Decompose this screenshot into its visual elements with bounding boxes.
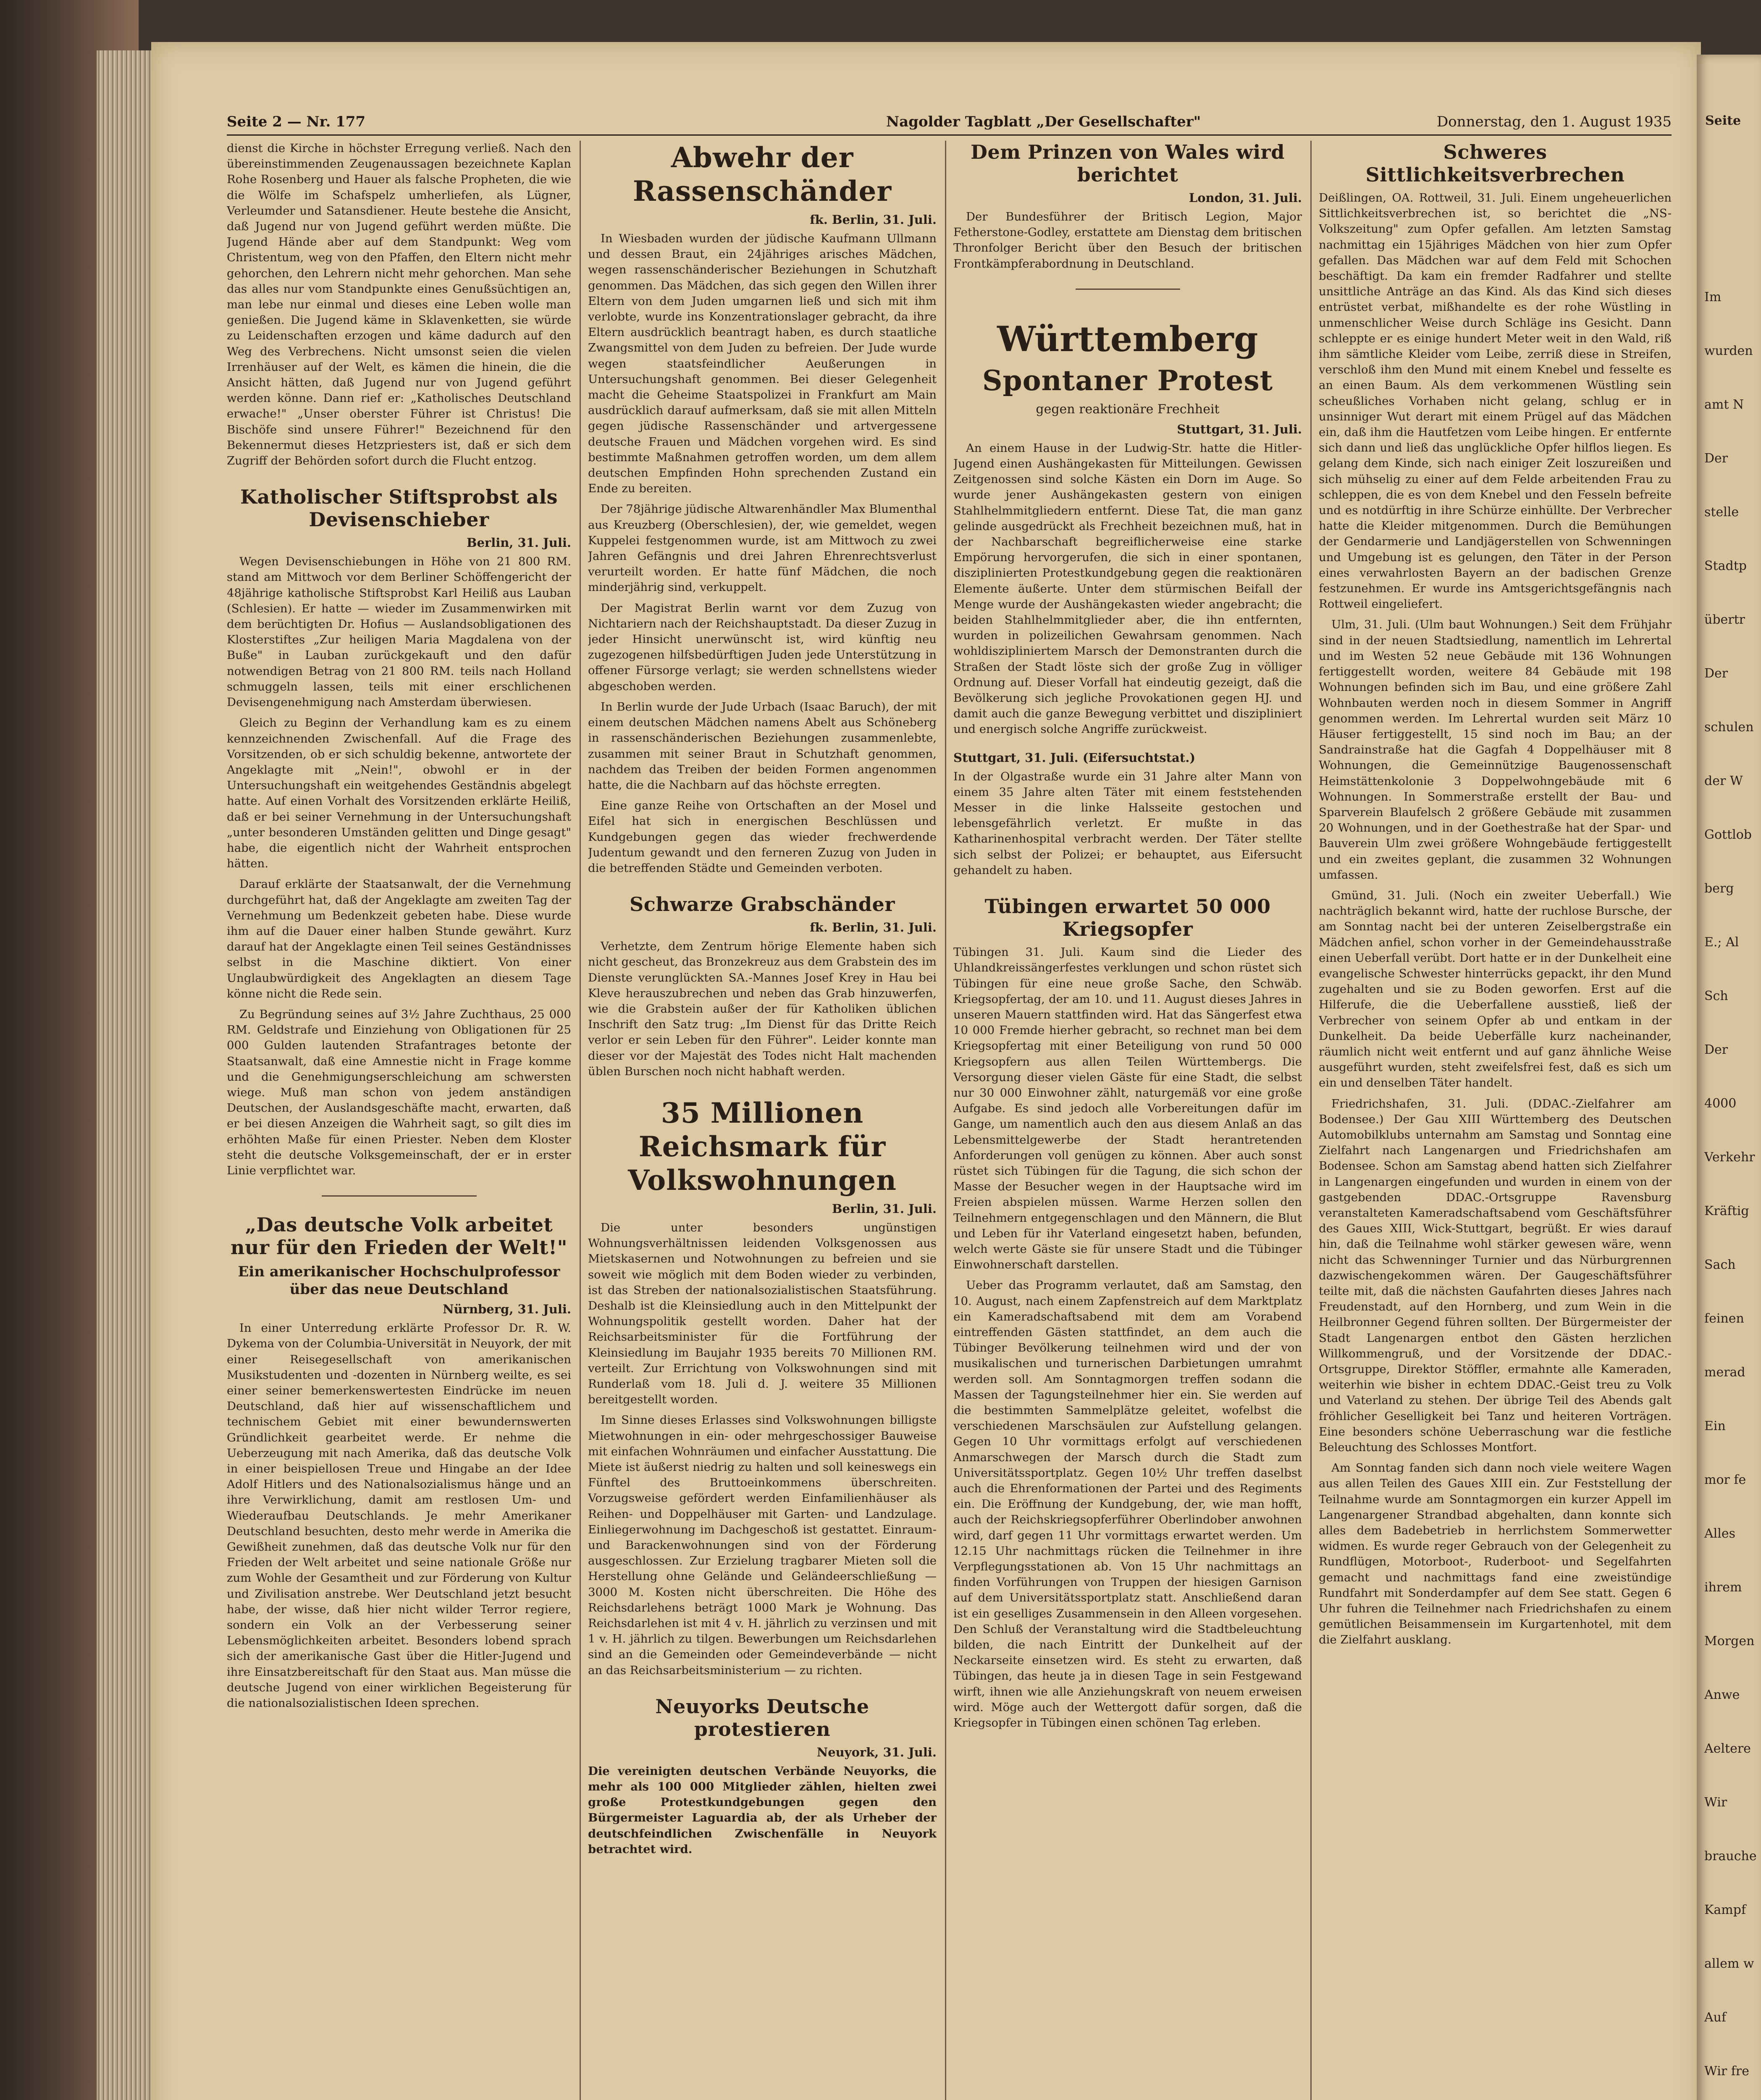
- headline-prinz-wales: Dem Prinzen von Wales wird berichtet: [971, 141, 1285, 186]
- adjacent-page-fragment: wurden: [1704, 344, 1753, 358]
- adjacent-page-fragment: Im: [1704, 290, 1722, 304]
- article-paragraph: Friedrichshafen, 31. Juli. (DDAC.-Zielfahrer am Bodensee.) Der Gau XIII Württemberg des Deutschen Automobilklubs unternahm am Samstag und Sonntag eine Zielfahrt nach Langenargen und Friedrichshafen am Bodensee. Schon am Samstag abend hatten sich Zielfahrer in Langenargen eingefunden und wurden in einem von der gastgebenden DDAC.-Ortsgruppe Ravensburg veranstalteten Kameradschaftsabend vom Geschäftsführer des Gaues XIII, Wick-Stuttgart, begrüßt. Er wies darauf hin, daß die Teilnahme wohl stärker gewesen wäre, wenn nicht das Schwenninger Turnier und das Nürburgrennen dazwischengekommen wären. Der Gaugeschäftsführer teilte mit, daß die nächsten Gaufahrten dieses Jahres nach Freudenstadt, auf den Hornberg, und zum Wein in die Heilbronner Gegend führen sollten. Der Bürgermeister der Stadt Langenargen entbot den Gästen herzlichen Willkommengruß, und der Vorsitzende der DDAC.-Ortsgruppe, Direktor Stöffler, ermahnte alle Kameraden, weiterhin wie bisher in echtem DDAC.-Geist treu zu Volk und Vaterland zu stehen. Der übrige Teil des Abends galt fröhlicher Geselligkeit bei Tanz und heiteren Vorträgen. Eine besonders schöne Ueberraschung war die festliche Beleuchtung des Schlosses Montfort.: [1319, 1097, 1672, 1454]
- adjacent-page-fragment: Der: [1704, 451, 1728, 466]
- adjacent-page-fragment: stelle: [1704, 505, 1739, 520]
- adjacent-page-fragment: ihrem: [1704, 1580, 1742, 1595]
- column-rule: [945, 141, 946, 2100]
- adjacent-page-fragment: Morgen: [1704, 1634, 1755, 1648]
- adjacent-page-fragment: berg: [1704, 881, 1734, 896]
- article-paragraph: Gmünd, 31. Juli. (Noch ein zweiter Ueberfall.) Wie nachträglich bekannt wird, hatte der ruchlose Bursche, der am Sonntag nacht bei der unteren Zeiselbergstraße ein Mädchen anfiel, schon vorher in der Gemeindehausstraße einen Ueberfall verübt. Dort hatte er in der Dunkelheit eine evangelische Schwester hinterrücks gepackt, ihr den Mund zugehalten und sie zu Boden geworfen. Erst auf die Hilferufe, die die Ueberfallene ausstieß, ließ der Verbrecher von seinem Opfer ab und entkam in der Dunkelheit. Da beide Ueberfälle kurz nacheinander, räumlich nicht weit entfernt und auf ganz ähnliche Weise ausgeführt wurden, steht zweifelsfrei fest, daß es sich um ein und denselben Täter handelt.: [1319, 888, 1672, 1090]
- adjacent-page-fragment: Sch: [1704, 989, 1728, 1003]
- adjacent-page-fragment: Kräftig: [1704, 1204, 1749, 1218]
- column-2: [588, 141, 937, 2100]
- headline-frieden: „Das deutsche Volk arbeitet nur für den Frieden der Welt!": [231, 1213, 567, 1259]
- dateline: Nürnberg, 31. Juli.: [443, 1302, 571, 1317]
- article-paragraph: Ulm, 31. Juli. (Ulm baut Wohnungen.) Seit dem Frühjahr sind in der neuen Stadtsiedlung, namentlich im Lehrertal und im Westen 52 neue Gebäude mit 136 Wohnungen fertiggestellt worden, weitere 84 Gebäude mit 198 Wohnungen befinden sich im Bau, und eine größere Zahl Wohnbauten werden noch in diesem Sommer in Angriff genommen werden. Im Lehrertal wurden seit März 10 Häuser fertiggestellt, 15 sind noch im Bau; an der Sandrainstraße hat die Gagfah 4 Doppelhäuser mit 8 Wohnungen, die Gemeinnützige Baugenossenschaft Heimstättenkolonie 3 Doppelwohngebäude mit 6 Wohnungen. In Sommerstraße erstellt der Bau- und Sparverein Blaufelsch 2 größere Gebäude mit zusammen 20 Wohnungen, und in der Goethestraße hat der Spar- und Bauverein Ulm zwei größere Wohngebäude fertiggestellt und ein zweites geplant, die zusammen 32 Wohnungen umfassen.: [1319, 618, 1672, 882]
- article-paragraph: Die vereinigten deutschen Verbände Neuyorks, die mehr als 100 000 Mitglieder zählen, hielten zwei große Protestkundgebungen gegen den Bürgermeister Laguardia ab, der als Urheber der deutschfeindlichen Zwischenfälle in Neuyork betrachtet wird.: [588, 1764, 937, 1856]
- dateline: fk. Berlin, 31. Juli.: [810, 213, 937, 227]
- column-4: [1319, 141, 1672, 2100]
- adjacent-page-fragment: Ein: [1704, 1419, 1726, 1433]
- article-paragraph: Wegen Devisenschiebungen in Höhe von 21 800 RM. stand am Mittwoch vor dem Berliner Schöffengericht der 48jährige katholische Stiftsprobst Karl Heiliß aus Lauban (Schlesien). Er hatte — wieder im Zusammenwirken mit dem berüchtigten Dr. Hofius — Auslandsobligationen des Klosterstiftes „Zur heiligen Maria Magdalena von der Buße" in Lauban zurückgekauft und den dafür notwendigen Betrag von 21 800 RM. teils nach Holland schmuggeln lassen, teils mit einer erschlichenen Devisengenehmigung nach Amsterdam überwiesen.: [227, 555, 571, 709]
- adjacent-page-fragment: Auf: [1704, 2010, 1727, 2025]
- article-paragraph: Der Bundesführer der Britisch Legion, Major Fetherstone-Godley, erstattete am Dienstag dem britischen Thronfolger Bericht über den Besuch der britischen Frontkämpferabordnung in Deutschland.: [953, 210, 1302, 270]
- article-paragraph: Verhetzte, dem Zentrum hörige Elemente haben sich nicht gescheut, das Bronzekreuz aus dem Grabstein des im Dienste verunglückten SA.-Mannes Josef Krey in Hau bei Kleve herauszubrechen und neben das Grab hinzuwerfen, wie die Grabstein außer der für Katholiken üblichen Inschrift den Satz trug: „Im Dienst für das Dritte Reich verlor er sein Leben für den Führer". Leider konnte man dieser vor der Majestät des Todes nicht Halt machenden üblen Burschen noch nicht habhaft werden.: [588, 940, 937, 1078]
- adjacent-page-fragment: E.; Al: [1704, 935, 1739, 950]
- article-paragraph: Tübingen 31. Juli. Kaum sind die Lieder des Uhlandkreissängerfestes verklungen und schon rüstet sich Tübingen für eine neue große Sache, den Schwäb. Kriegsopfertag, der am 10. und 11. August dieses Jahres in unseren Mauern stattfinden wird. Hat das Sängerfest etwa 10 000 Fremde hierher gebracht, so rechnet man bei dem Kriegsopfertag mit einer Beteiligung von rund 50 000 Kriegsopfern aus allen Teilen Württembergs. Die Versorgung dieser vielen Gäste für eine Stadt, die selbst nur 30 000 Einwohner zählt, naturgemäß vor eine große Aufgabe. Es sind jedoch alle Vorbereitungen dafür im Gange, um namentlich auch den aus diesem Anlaß an das Lebensmittelgewerbe der Stadt herantretenden Anforderungen voll genügen zu können. Aber auch sonst rüstet sich Tübingen für die Tagung, die sich schon der Masse der Besucher wegen in der Hauptsache wird im Freien abspielen müssen. Warme Herzen sollen den Teilnehmern entgegenschlagen und den Männern, die Blut und Leben für ihr Vaterland eingesetzt haben, befunden, welch werte Gäste sie für unsere Stadt und die Tübinger Einwohnerschaft darstellen.: [953, 945, 1302, 1272]
- dateline: Berlin, 31. Juli.: [832, 1201, 937, 1216]
- article-paragraph: Im Sinne dieses Erlasses sind Volkswohnungen billigste Mietwohnungen in ein- oder mehrgeschossiger Bauweise mit einfachen Wohnräumen und einfacher Ausstattung. Die Miete ist äußerst niedrig zu halten und soll keineswegs ein Fünftel des Bruttoeinkommens überschreiten. Vorzugsweise gefördert werden Einfamilienhäuser als Reihen- und Doppelhäuser mit Garten- und Landzulage. Einliegerwohnung im Dachgeschoß ist gestattet. Einraum- und Barackenwohnungen sind von der Förderung ausgeschlossen. Zur Erzielung tragbarer Mieten soll die Herstellung ohne Gelände und Geländeerschließung — 3000 M. Kosten nicht überschreiten. Die Höhe des Reichsdarlehens beträgt 1000 Mark je Wohnung. Das Reichsdarlehen ist mit 4 v. H. jährlich zu verzinsen und mit 1 v. H. jährlich zu tilgen. Bewerbungen um Reichsdarlehen sind an die Gemeinden oder Gemeindeverbände — nicht an das Reichsarbeitsministerium — zu richten.: [588, 1413, 937, 1677]
- column-rule: [1310, 141, 1312, 2100]
- article-paragraph: In der Olgastraße wurde ein 31 Jahre alter Mann von einem 35 Jahre alten Täter mit einem feststehenden Messer in die linke Halsseite gestochen und lebensgefährlich verletzt. Er mußte in das Katharinenhospital verbracht werden. Der Täter stellte sich selbst der Polizei; er behauptet, aus Eifersucht gehandelt zu haben.: [953, 769, 1302, 877]
- article-paragraph: In Wiesbaden wurden der jüdische Kaufmann Ullmann und dessen Braut, ein 24jähriges arisches Mädchen, wegen rassenschänderischer Beziehungen in Schutzhaft genommen. Das Mädchen, das sich gegen den Willen ihrer Eltern von dem Juden umgarnen ließ und sich mit ihm verlobte, wurde ins Konzentrationslager gebracht, da ihre Eltern ausdrücklich beantragt haben, es durch staatliche Zwangsmittel von dem Juden zu befreien. Der Jude wurde wegen staatsfeindlicher Aeußerungen in Untersuchungshaft genommen. Bei dieser Gelegenheit macht die Geheime Staatspolizei in Frankfurt am Main ausdrücklich darauf aufmerksam, daß sie mit allen Mitteln gegen jüdische Rassenschänder und artvergessene deutsche Frauen und Mädchen vorgehen wird. Es sind bestimmte Maßnahmen getroffen worden, um dem allem deutschen Empfinden Hohn sprechenden Zustand ein Ende zu bereiten.: [588, 232, 937, 496]
- dateline: Stuttgart, 31. Juli. (Eifersuchtstat.): [953, 750, 1196, 765]
- adjacent-page-fragment: amt N: [1704, 397, 1744, 412]
- article-paragraph: Der Magistrat Berlin warnt vor dem Zuzug von Nichtariern nach der Reichshauptstadt. Da dieser Zuzug in jeder Hinsicht unerwünscht ist, wird künftig neu zugezogenen hilfsbedürftigen Juden jede Unterstützung in offener Fürsorge verlagt; sie werden schnellstens wieder abgeschoben werden.: [588, 601, 937, 693]
- adjacent-page-fragment: Alles: [1704, 1526, 1736, 1541]
- article-paragraph: Ueber das Programm verlautet, daß am Samstag, den 10. August, nach einem Zapfenstreich auf dem Marktplatz ein Kameradschaftsabend mit dem am Vorabend eintreffenden Gästen stattfindet, an dem auch die Tübinger Bevölkerung teilnehmen wird und der von musikalischen und turnerischen Darbietungen umrahmt werden soll. Am Sonntagmorgen treffen sodann die Massen der Tagungsteilnehmer hier ein. Sie werden auf die bestimmten Sammelplätze geleitet, wofelbst die verschiedenen Marschsäulen zur Aufstellung gelangen. Gegen 10 Uhr vormittags erfolgt auf verschiedenen Anmarschwegen der Marsch durch die Stadt zum Universitätssportplatz. Gegen 10½ Uhr treffen daselbst auch die Ehrenformationen der Partei und des Regiments ein. Die Eröffnung der Kundgebung, der, wie man hofft, auch der Reichskriegsopferführer Oberlindober anwohnen wird, darf gegen 11 Uhr vormittags erwartet werden. Um 12.15 Uhr nachmittags rücken die Teilnehmer in ihre Verpflegungsstationen ab. Von 15 Uhr nachmittags an finden Vorführungen von Truppen der hiesigen Garnison auf dem Universitätssportplatz statt. Anschließend daran ist ein geselliges Zusammensein in den Alleen vorgesehen. Den Schluß der Veranstaltung wird die Stadtbeleuchtung bilden, die nach Eintritt der Dunkelheit auf der Neckarseite einsetzen wird. Es steht zu erwarten, daß Tübingen, das heute ja in diesen Tage in sein Festgewand wirft, ihnen wie alle Anziehungskraft von neuem erweisen wird. Möge auch der Wettergott dafür sorgen, daß die Kriegsopfer in Tübingen einen schönen Tag erleben.: [953, 1278, 1302, 1730]
- article-paragraph: Eine ganze Reihe von Ortschaften an der Mosel und Eifel hat sich in energischen Beschlüssen und Kundgebungen gegen das wieder frechwerdende Judentum gewandt und den ferneren Zuzug von Juden in die betreffenden Städte und Gemeinden verboten.: [588, 799, 937, 875]
- dateline: London, 31. Juli.: [1189, 191, 1302, 205]
- section-divider: [1076, 289, 1180, 290]
- adjacent-page-fragment: Der: [1704, 666, 1728, 681]
- adjacent-page-edge: [1697, 55, 1761, 2100]
- subheadline: Ein amerikanischer Hochschulprofessor über das neue Deutschland: [238, 1263, 560, 1298]
- adjacent-page-fragment: feinen: [1704, 1311, 1744, 1326]
- adjacent-page-fragment: Stadtp: [1704, 559, 1747, 573]
- page-stack-edge: [97, 50, 151, 2100]
- article-paragraph: Am Sonntag fanden sich dann noch viele weitere Wagen aus allen Teilen des Gaues XIII ein. Zur Feststellung der Teilnahme wurde am Sonntagmorgen ein kurzer Appell im Langenargener Strandbad abgehalten, dann konnte sich alles dem Badebetrieb in herrlichstem Sommerwetter widmen. Es wurde reger Gebrauch von der Gelegenheit zu Rundflügen, Motorboot-, Ruderboot- und Segelfahrten gemacht und nachmittags fand eine zweistündige Rundfahrt mit Sonderdampfer auf dem See statt. Gegen 6 Uhr fuhren die Teilnehmer nach Friedrichshafen zu einem gemütlichen Beisammensein im Kurgartenhotel, mit dem die Zielfahrt ausklang.: [1319, 1461, 1672, 1647]
- article-paragraph: In Berlin wurde der Jude Urbach (Isaac Baruch), der mit einem deutschen Mädchen namens Abelt aus Schöneberg in rassenschänderischen Beziehungen zusammenlebte, zusammen mit seiner Braut in Schutzhaft genommen, nachdem das Treiben der beiden Formen angenommen hatte, die die Nachbarn auf das höchste erregten.: [588, 700, 937, 792]
- adjacent-page-fragment: Anwe: [1704, 1688, 1740, 1702]
- article-continuation: dienst die Kirche in höchster Erregung verließ. Nach den übereinstimmenden Zeugenaussagen bezeichnete Kaplan Rohe Rosenberg und Hauer als falsche Propheten, die wie die Wölfe im Schafspelz umherliefen, als Lügner, Verleumder und Satansdiener. Heute bestehe die Ansicht, daß Jugend nur von Jugend geführt werden müßte. Die Jugend Hände aber auf dem Standpunkt: Weg vom Christentum, weg von den Pfaffen, den Eltern nicht mehr gehorchen, den Lehrern nicht mehr gehorchen. Man sehe das alles nur vom Standpunkte eines Genußsüchtigen an, man lebe nur einmal und dieses eine Leben wolle man genießen. Die Jugend käme in Sklavenketten, sie würde zu Leidenschaften erzogen und käme dadurch auf den Weg des Verbrechens. Nicht umsonst seien die vielen Irrenhäuser auf der Welt, es kämen die hinein, die die Ansicht hätten, daß Jugend nur von Jugend geführt werden könne. Dann rief er: „Katholisches Deutschland erwache!" „Unser oberster Führer ist Christus! Die Bischöfe sind unsere Führer!" Bezeichnend für den Bekennermut dieses Hetzpriesters ist, daß er sich dem Zugriff der Behörden sofort durch die Flucht entzog.: [227, 142, 571, 468]
- subheadline: gegen reaktionäre Frechheit: [1036, 402, 1220, 417]
- article-paragraph: Der 78jährige jüdische Altwarenhändler Max Blumenthal aus Kreuzberg (Oberschlesien), der, wie gemeldet, wegen Kuppelei festgenommen wurde, ist am Mittwoch zu zwei Jahren Gefängnis und drei Jahren Ehrenrechtsverlust verurteilt worden. Er hatte fünf Mädchen, die noch minderjährig sind, verkuppelt.: [588, 502, 937, 594]
- adjacent-page-fragment: Gottlob: [1704, 827, 1752, 842]
- headline-protest: Spontaner Protest: [982, 364, 1273, 397]
- column-3: [953, 141, 1302, 2100]
- dateline: Neuyork, 31. Juli.: [816, 1745, 937, 1759]
- adjacent-page-fragment: schulen: [1704, 720, 1754, 735]
- adjacent-page-fragment: Aeltere: [1704, 1741, 1751, 1756]
- adjacent-page-fragment: Sach: [1704, 1257, 1736, 1272]
- adjacent-page-fragment: brauche: [1704, 1849, 1757, 1864]
- masthead: [227, 109, 1672, 136]
- adjacent-page-header: Seite: [1705, 113, 1741, 128]
- headline-abwehr: Abwehr der Rassenschänder: [632, 141, 892, 207]
- newspaper-page: [151, 42, 1701, 2100]
- page-number: Seite 2 — Nr. 177: [227, 113, 366, 130]
- issue-date: Donnerstag, den 1. August 1935: [1436, 113, 1672, 130]
- dateline: Berlin, 31. Juli.: [466, 536, 571, 550]
- adjacent-page-fragment: Wir fre: [1704, 2064, 1749, 2079]
- adjacent-page-fragment: allem w: [1704, 1956, 1754, 1971]
- adjacent-page-fragment: der W: [1704, 774, 1743, 788]
- adjacent-page-fragment: Kampf: [1704, 1903, 1746, 1917]
- adjacent-page-fragment: Wir: [1704, 1795, 1727, 1810]
- column-1: [227, 141, 571, 2100]
- section-divider: [322, 1195, 477, 1197]
- adjacent-page-fragment: übertr: [1704, 612, 1745, 627]
- headline-sittlichkeit: Schweres Sittlichkeitsverbrechen: [1365, 141, 1625, 186]
- article-paragraph: Darauf erklärte der Staatsanwalt, der die Vernehmung durchgeführt hat, daß der Angeklagte am zweiten Tag der Vernehmung um Bedenkzeit gebeten habe. Diese wurde ihm auf die Dauer einer halben Stunde gewährt. Kurz darauf hat der Angeklagte einen Teil seines Geständnisses selbst in die Maschine diktiert. Von einer Unglaubwürdigkeit des Angeklagten an diesem Tage könne nicht die Rede sein.: [227, 877, 571, 1000]
- adjacent-page-fragment: Der: [1704, 1042, 1728, 1057]
- article-paragraph: Deißlingen, OA. Rottweil, 31. Juli. Einem ungeheuerlichen Sittlichkeitsverbrechen ist, so berichtet die „NS-Volkszeitung" zum Opfer gefallen. Am letzten Samstag nachmittag ein 15jähriges Mädchen von hier zum Opfer gefallen. Das Mädchen war auf dem Feld mit Schochen beschäftigt. Da kam ein fremder Radfahrer und stellte unsittliche Anträge an das Kind. Als das Kind sich dieses entrüstet verbat, mißhandelte es der rohe Wüstling in unmenschlicher Weise durch Schläge ins Gesicht. Dann schleppte er es einige hundert Meter weit in den Wald, riß ihm sämtliche Kleider vom Leibe, zerriß diese in Streifen, verschloß ihm den Mund mit einem Knebel und fesselte es an einen Baum. Als dem verkommenen Wüstling sein scheußliches Vorhaben nicht gelang, schlug er in unsinniger Wut derart mit einem Prügel auf das Mädchen ein, daß ihm die Hautfetzen vom Leibe hingen. Er entfernte sich dann und ließ das unglückliche Opfer hilflos liegen. Es gelang dem Kinde, sich nach einiger Zeit loszureißen und sich mühselig zu einer auf dem Felde arbeitenden Frau zu schleppen, die es von dem Knebel und den Fesseln befreite und es notdürftig in ihre Schürze einhüllte. Der Verbrecher hatte die Kleider mitgenommen. Durch die Bemühungen der Gendarmerie und Landjägerstellen von Schwenningen und Umgebung ist es gelungen, den Täter in der Person eines verwahrlosten Bayern an der badischen Grenze festzunehmen. Er wurde ins Amtsgerichtsgefängnis nach Rottweil eingeliefert.: [1319, 191, 1672, 611]
- adjacent-page-fragment: mor fe: [1704, 1473, 1746, 1487]
- article-paragraph: Gleich zu Beginn der Verhandlung kam es zu einem kennzeichnenden Zwischenfall. Auf die Frage des Vorsitzenden, ob er sich schuldig bekenne, antwortete der Angeklagte mit „Nein!", obwohl er in der Untersuchungshaft ein weitgehendes Geständnis abgelegt hatte. Auf einen Vorhalt des Vorsitzenden erklärte Heiliß, daß er bei seiner Vernehmung in der Untersuchungshaft „unter besonderen Umständen gelitten und Dinge gesagt" habe, die eigentlich nicht der Wahrheit entsprochen hätten.: [227, 716, 571, 871]
- column-rule: [580, 141, 581, 2100]
- adjacent-page-fragment: 4000: [1704, 1096, 1737, 1111]
- article-paragraph: In einer Unterredung erklärte Professor Dr. R. W. Dykema von der Columbia-Universität in Neuyork, der mit einer Reisegesellschaft von amerikanischen Musikstudenten und -dozenten in Nürnberg weilte, es sei einer seiner bemerkenswertesten Eindrücke im neuen Deutschland, daß hier auf wissenschaftlichem und technischem Gebiet mit einer bewundernswerten Gründlichkeit gearbeitet werde. Er nehme die Ueberzeugung mit nach Amerika, daß das deutsche Volk in einer beispiellosen Treue und Hingabe an der Idee Adolf Hitlers und des Nationalsozialismus hänge und an ihre Verwirklichung, damit am restlosen Um- und Wiederaufbau Deutschlands. Je mehr Amerikaner Deutschland besuchten, desto mehr werde in Amerika die Gewißheit zunehmen, daß das deutsche Volk nur für den Frieden der Welt arbeitet und seine nationale Größe nur zum Wohle der Gesamtheit und zur Förderung von Kultur und Zivilisation anstrebe. Wer Deutschland jetzt besucht habe, der wisse, daß hier nicht wilder Terror regiere, sondern ein Volk an der Verbesserung seiner Lebensmöglichkeiten arbeitet. Besonders lobend sprach sich der amerikanische Gast über die Hitler-Jugend und ihre Einsatzbereitschaft für den Staat aus. Man müsse die deutsche Jugend von einer wirklichen Begeisterung für die nationalsozialistischen Ideen sprechen.: [227, 1321, 571, 1710]
- headline-grabschaender: Schwarze Grabschänder: [630, 893, 895, 916]
- headline-neuyork: Neuyorks Deutsche protestieren: [655, 1695, 869, 1740]
- headline-volkswohnungen: 35 Millionen Reichsmark für Volkswohnungen: [627, 1096, 897, 1197]
- section-title-wuerttemberg: Württemberg: [997, 319, 1258, 360]
- newspaper-title: Nagolder Tagblatt „Der Gesellschafter": [886, 113, 1201, 130]
- adjacent-page-fragment: Verkehr: [1704, 1150, 1755, 1165]
- headline-kriegsopfer: Tübingen erwartet 50 000 Kriegsopfer: [984, 895, 1271, 941]
- dateline: fk. Berlin, 31. Juli.: [810, 920, 937, 935]
- article-paragraph: An einem Hause in der Ludwig-Str. hatte die Hitler-Jugend einen Aushängekasten für Mitteilungen. Gewissen Zeitgenossen sind solche Kästen ein Dorn im Auge. So wurde jener Aushängekasten gestern von einigen Stahlhelmmitgliedern entfernt. Diese Tat, die man ganz gelinde ausgedrückt als Frechheit bezeichnen muß, hat in der Nachbarschaft begreiflicherweise eine starke Empörung hervorgerufen, die sich in einer spontanen, disziplinierten Protestkundgebung gegen die reaktionären Elemente äußerte. Unter dem stürmischen Beifall der Menge wurde der Aushängekasten wieder angebracht; die beiden Stahlhelmmitglieder aber, die ihn entfernten, wurden in polizeilichen Gewahrsam genommen. Nach wohldiszipliniertem Marsch der Demonstranten durch die Straßen der Stadt löste sich der große Zug in völliger Ordnung auf. Dieser Vorfall hat eindeutig gezeigt, daß die Bevölkerung sich jegliche Provokationen gegen HJ. und damit auch die ganze Bewegung verbittet und diszipliniert und energisch solche Angriffe zurückweist.: [953, 441, 1302, 736]
- headline-stiftsprobst: Katholischer Stiftsprobst als Devisenschieber: [240, 486, 558, 531]
- adjacent-page-fragment: merad: [1704, 1365, 1745, 1380]
- article-paragraph: Die unter besonders ungünstigen Wohnungsverhältnissen leidenden Volksgenossen aus Mietskasernen und Notwohnungen zu befreien und sie soweit wie möglich mit dem Boden wieder zu verbinden, ist das Streben der nationalsozialistischen Staatsführung. Deshalb ist die Kleinsiedlung auch in den Mittelpunkt der Wohnungspolitik gestellt worden. Daher hat der Reichsarbeitsminister für die Fortführung der Kleinsiedlung im Baujahr 1935 bereits 70 Millionen RM. verteilt. Zur Errichtung von Volkswohnungen sind mit Runderlaß vom 18. Juli d. J. weitere 35 Millionen bereitgestellt worden.: [588, 1221, 937, 1407]
- dateline: Stuttgart, 31. Juli.: [1177, 422, 1302, 436]
- article-paragraph: Zu Begründung seines auf 3½ Jahre Zuchthaus, 25 000 RM. Geldstrafe und Einziehung von Obligationen für 25 000 Gulden lautenden Strafantrages betonte der Staatsanwalt, daß eine Amnestie nicht in Frage komme und die Genehmigungserschleichung am schwersten wiege. Muß man schon von jedem anständigen Deutschen, der Auslandsgeschäfte macht, erwarten, daß er bei diesen Anzeigen die Wahrheit sagt, so gilt dies im erhöhten Maße für einen Priester. Neben dem Kloster steht die deutsche Volksgemeinschaft, der er in erster Linie verpflichtet war.: [227, 1007, 571, 1177]
